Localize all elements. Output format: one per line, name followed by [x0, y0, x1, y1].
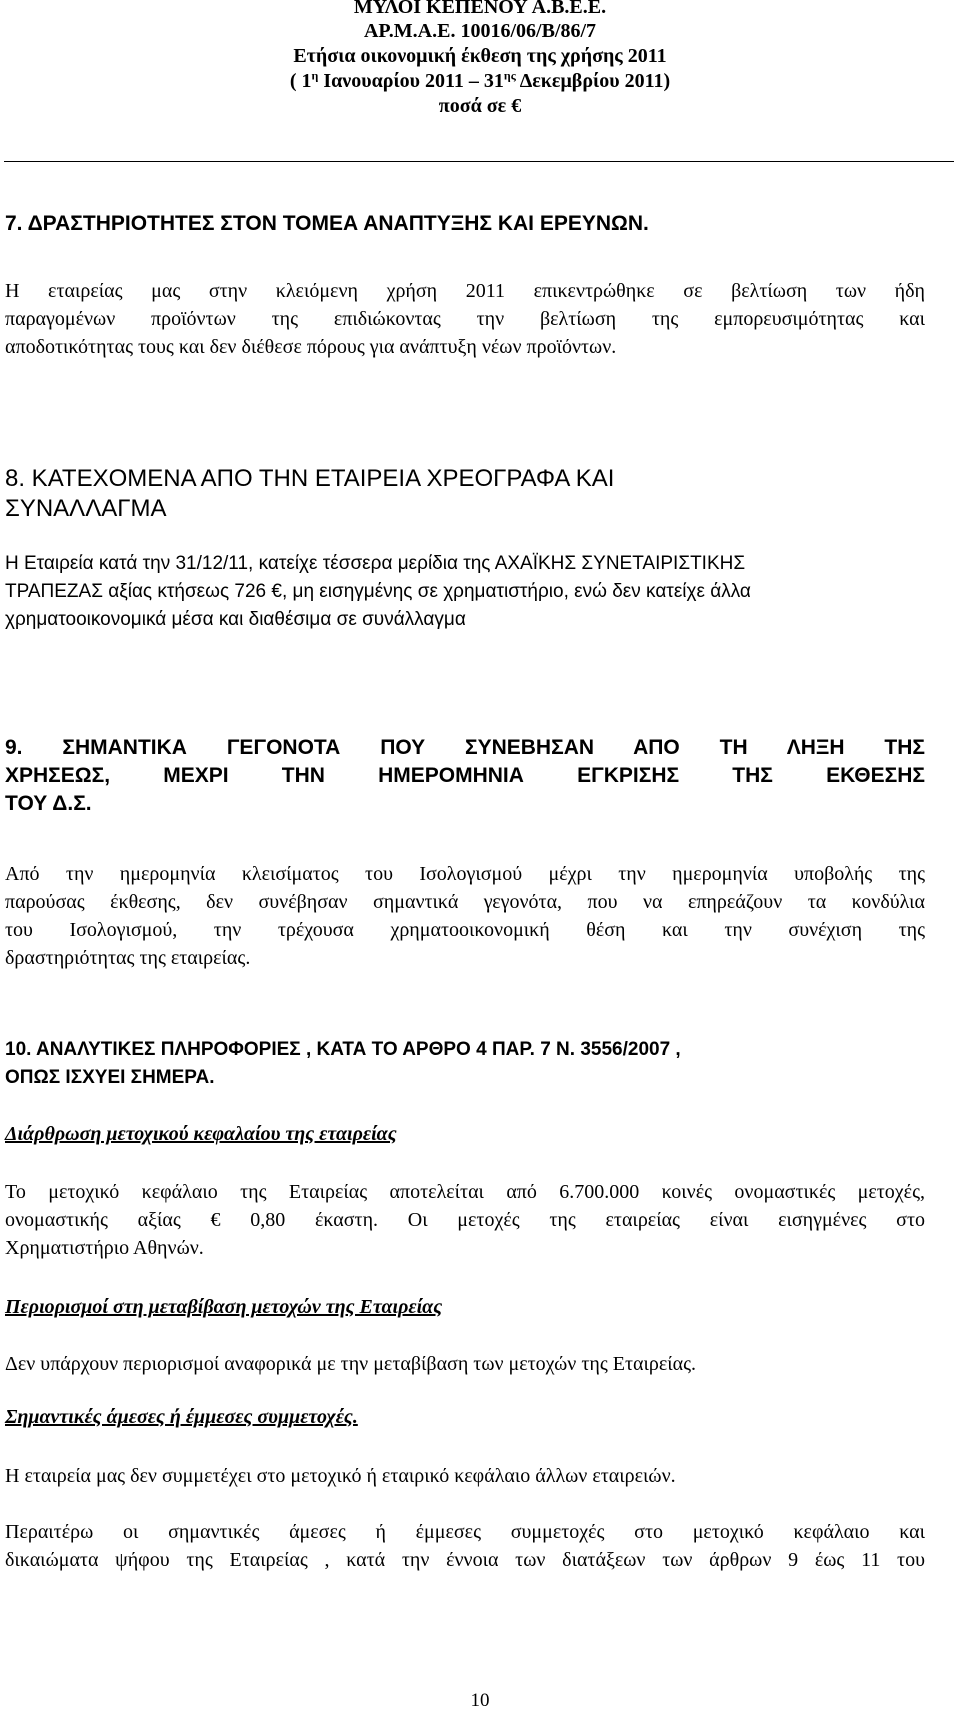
section-7-body — [5, 277, 925, 361]
section-10-title-line: ΟΠΩΣ ΙΣΧΥΕΙ ΣΗΜΕΡΑ. — [5, 1067, 215, 1088]
section-9-body — [5, 860, 925, 972]
section-9-title-line: 9. ΣΗΜΑΝΤΙΚΑ ΓΕΓΟΝΟΤΑ ΠΟΥ ΣΥΝΕΒΗΣΑΝ ΑΠΟ ΤΗ ΛΗΞΗ ΤΗΣ — [5, 736, 925, 759]
capital-line: Το μετοχικό κεφάλαιο της Εταιρείας αποτελείται από 6.700.000 κοινές ονομαστικές μετοχές, — [5, 1181, 925, 1203]
section-10-title — [5, 1036, 925, 1092]
section-9-line: δραστηριότητας της εταιρείας. — [5, 947, 251, 969]
section-7-line: παραγομένων προϊόντων της επιδιώκοντας την βελτίωση της εμπορευσιμότητας και — [5, 308, 925, 330]
subsection-transfer-title: Περιορισμοί στη μεταβίβαση μετοχών της Εταιρείας — [5, 1296, 443, 1318]
subsection-transfer-heading — [5, 1296, 925, 1319]
section-8-body — [5, 550, 950, 634]
period-sup-2: ης — [503, 68, 516, 83]
section-8-line: χρηματοοικονομικά μέσα και διαθέσιμα σε συνάλλαγμα — [5, 609, 466, 630]
capital-line: ονομαστικής αξίας € 0,80 έκαστη. Οι μετοχές της εταιρείας είναι εισηγμένες στο — [5, 1209, 925, 1231]
section-7-title: 7. ΔΡΑΣΤΗΡΙΟΤΗΤΕΣ ΣΤΟΝ ΤΟΜΕΑ ΑΝΑΠΤΥΞΗΣ ΚΑΙ ΕΡΕΥΝΩΝ. — [5, 212, 649, 235]
header-divider — [4, 161, 954, 162]
report-title: Ετήσια οικονομική έκθεση της χρήσης 2011 — [293, 45, 667, 67]
report-period — [0, 70, 960, 92]
subsection-capital-title: Διάρθρωση μετοχικού κεφαλαίου της εταιρείας — [5, 1123, 397, 1145]
subsection-capital-heading — [5, 1123, 925, 1146]
subsection-holdings-body: Η εταιρεία μας δεν συμμετέχει στο μετοχικό ή εταιρικό κεφάλαιο άλλων εταιρειών. — [5, 1465, 676, 1487]
amounts-note: ποσά σε € — [438, 95, 522, 117]
section-9-title — [5, 734, 925, 818]
section-8-line: Η Εταιρεία κατά την 31/12/11, κατείχε τέσσερα μερίδια της ΑΧΑΪΚΗΣ ΣΥΝΕΤΑΙΡΙΣΤΙΚΗΣ — [5, 553, 746, 574]
section-9-line: παρούσας έκθεσης, δεν συνέβησαν σημαντικά γεγονότα, που να επηρεάζουν τα κονδύλια — [5, 891, 925, 913]
registry-number: ΑΡ.Μ.Α.Ε. 10016/06/Β/86/7 — [363, 20, 597, 42]
company-name: ΜΥΛΟΙ ΚΕΠΕΝΟΥ Α.Β.Ε.Ε. — [353, 0, 607, 18]
period-close: Δεκεμβρίου 2011) — [515, 70, 671, 92]
capital-line: Χρηματιστήριο Αθηνών. — [5, 1237, 204, 1259]
page-number: 10 — [470, 1690, 490, 1711]
section-8-line: ΤΡΑΠΕΖΑΣ αξίας κτήσεως 726 €, μη εισηγμένης σε χρηματιστήριο, ενώ δεν κατείχε άλλα — [5, 581, 751, 602]
section-8-title-line: ΣΥΝΑΛΛΑΓΜΑ — [5, 495, 167, 522]
section-7-line: Η εταιρείας μας στην κλειόμενη χρήση 2011 επικεντρώθηκε σε βελτίωση των ήδη — [5, 280, 925, 302]
section-9-title-line: ΧΡΗΣΕΩΣ, ΜΕΧΡΙ ΤΗΝ ΗΜΕΡΟΜΗΝΙΑ ΕΓΚΡΙΣΗΣ ΤΗΣ ΕΚΘΕΣΗΣ — [5, 764, 925, 787]
subsection-transfer-body: Δεν υπάρχουν περιορισμοί αναφορικά με την μεταβίβαση των μετοχών της Εταιρείας. — [5, 1353, 697, 1375]
voting-rights-paragraph — [5, 1518, 925, 1574]
voting-line: δικαιώματα ψήφου της Εταιρείας , κατά την έννοια των διατάξεων των άρθρων 9 έως 11 του — [5, 1549, 925, 1571]
period-mid: Ιανουαρίου 2011 – 31 — [318, 70, 504, 92]
period-open: ( 1 — [289, 70, 312, 92]
section-9-line: Από την ημερομηνία κλεισίματος του Ισολογισμού μέχρι την ημερομηνία υποβολής της — [5, 863, 925, 885]
voting-line: Περαιτέρω οι σημαντικές άμεσες ή έμμεσες συμμετοχές στο μετοχικό κεφάλαιο και — [5, 1521, 925, 1543]
subsection-holdings-title: Σημαντικές άμεσες ή έμμεσες συμμετοχές. — [5, 1406, 358, 1428]
subsection-holdings-heading — [5, 1406, 925, 1429]
section-9-line: του Ισολογισμού, την τρέχουσα χρηματοοικονομική θέση και την συνέχιση της — [5, 919, 925, 941]
section-7-line: αποδοτικότητας τους και δεν διέθεσε πόρους για ανάπτυξη νέων προϊόντων. — [5, 336, 617, 358]
section-8-title-line: 8. ΚΑΤΕΧΟΜΕΝΑ ΑΠΟ ΤΗΝ ΕΤΑΙΡΕΙΑ ΧΡΕΟΓΡΑΦΑ ΚΑΙ — [5, 465, 615, 492]
section-8-title — [5, 464, 925, 524]
period-sup-1: η — [311, 68, 319, 83]
section-10-title-line: 10. ΑΝΑΛΥΤΙΚΕΣ ΠΛΗΡΟΦΟΡΙΕΣ , ΚΑΤΑ ΤΟ ΑΡΘΡΟ 4 ΠΑΡ. 7 Ν. 3556/2007 , — [5, 1039, 681, 1060]
subsection-capital-body — [5, 1178, 925, 1262]
section-9-title-line: ΤΟΥ Δ.Σ. — [5, 792, 92, 815]
